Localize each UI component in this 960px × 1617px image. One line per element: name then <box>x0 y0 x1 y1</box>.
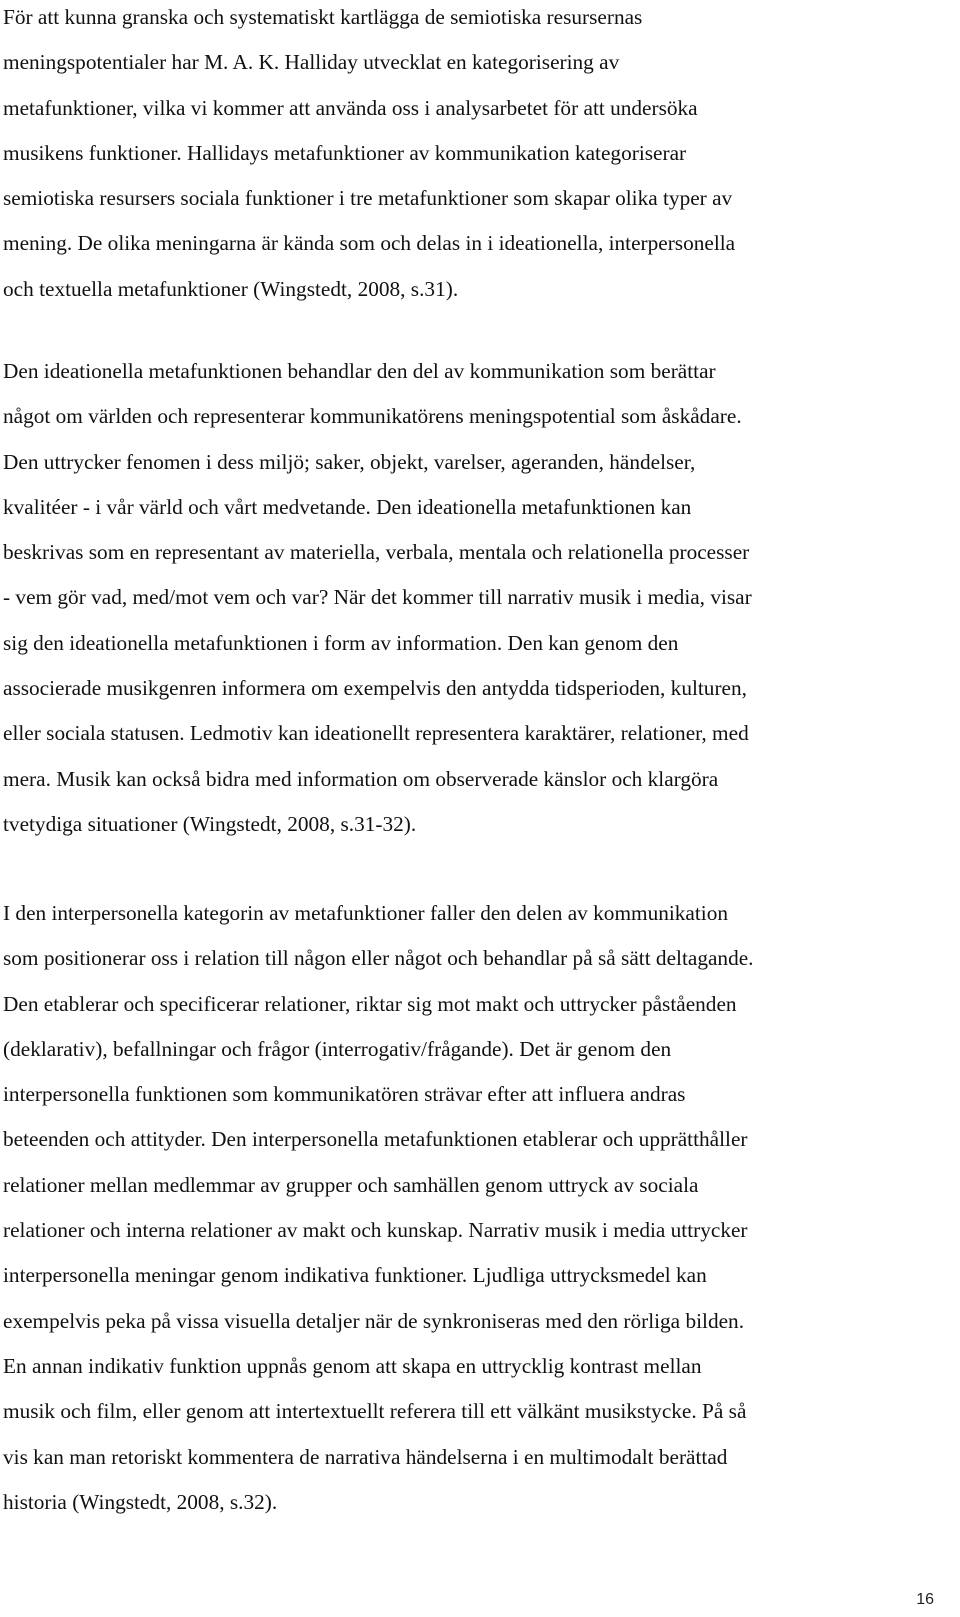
text-line: meningspotentialer har M. A. K. Halliday utvecklat en kategorisering av <box>3 50 620 75</box>
text-line: associerade musikgenren informera om exempelvis den antydda tidsperioden, kulturen, <box>3 676 747 701</box>
text-line: metafunktioner, vilka vi kommer att använda oss i analysarbetet för att undersöka <box>3 95 698 120</box>
text-line: vis kan man retoriskt kommentera de narrativa händelserna i en multimodalt berättad <box>3 1444 728 1469</box>
text-line: interpersonella funktionen som kommunikatören strävar efter att influera andras <box>3 1082 686 1107</box>
text-line: beteenden och attityder. Den interpersonella metafunktionen etablerar och upprätthåller <box>3 1127 748 1152</box>
text-line: (deklarativ), befallningar och frågor (interrogativ/frågande). Det är genom den <box>3 1036 672 1061</box>
text-line: beskrivas som en representant av materiella, verbala, mentala och relationella processer <box>3 540 750 565</box>
text-line: något om världen och representerar kommunikatörens meningspotential som åskådare. <box>3 404 742 429</box>
text-line: En annan indikativ funktion uppnås genom att skapa en uttrycklig kontrast mellan <box>3 1353 702 1378</box>
text-line: som positionerar oss i relation till någon eller något och behandlar på så sätt deltagande. <box>3 946 754 971</box>
text-line: semiotiska resursers sociala funktioner i tre metafunktioner som skapar olika typer av <box>3 186 733 211</box>
text-line: exempelvis peka på vissa visuella detaljer när de synkroniseras med den rörliga bilden. <box>3 1308 745 1333</box>
text-line: Den etablerar och specificerar relationer, riktar sig mot makt och uttrycker påståenden <box>3 991 737 1016</box>
text-line: Den ideationella metafunktionen behandlar den del av kommunikation som berättar <box>3 359 716 383</box>
text-line: För att kunna granska och systematiskt kartlägga de semiotiska resursernas <box>3 5 643 29</box>
text-line: relationer och interna relationer av makt och kunskap. Narrativ musik i media uttrycker <box>3 1218 748 1243</box>
text-line: interpersonella meningar genom indikativa funktioner. Ljudliga uttrycksmedel kan <box>3 1263 707 1288</box>
text-line: eller sociala statusen. Ledmotiv kan ideationellt representera karaktärer, relationer, med <box>3 721 749 746</box>
text-line: Den uttrycker fenomen i dess miljö; saker, objekt, varelser, ageranden, händelser, <box>3 449 696 474</box>
paragraph-halliday-intro <box>3 0 735 312</box>
text-line: relationer mellan medlemmar av grupper och samhällen genom uttryck av sociala <box>3 1172 699 1197</box>
text-line: mening. De olika meningarna är kända som och delas in i ideationella, interpersonella <box>3 231 736 256</box>
paragraph-interpersonal <box>3 891 754 1525</box>
page-number: 16 <box>916 1591 934 1608</box>
text-line: kvalitéer - i vår värld och vårt medvetande. Den ideationella metafunktionen kan <box>3 494 692 519</box>
text-line: mera. Musik kan också bidra med information om observerade känslor och klargöra <box>3 766 719 791</box>
text-line: I den interpersonella kategorin av metafunktioner faller den delen av kommunikation <box>3 901 729 925</box>
text-line: musikens funktioner. Hallidays metafunktioner av kommunikation kategoriserar <box>3 140 687 165</box>
text-line: musik och film, eller genom att intertextuellt referera till ett välkänt musikstycke. På så <box>3 1399 747 1424</box>
text-line: historia (Wingstedt, 2008, s.32). <box>3 1489 278 1514</box>
text-line: och textuella metafunktioner (Wingstedt, 2008, s.31). <box>3 276 459 301</box>
text-line: tvetydiga situationer (Wingstedt, 2008, s.31-32). <box>3 811 417 836</box>
paragraph-ideational <box>3 349 752 847</box>
text-line: - vem gör vad, med/mot vem och var? När det kommer till narrativ musik i media, visar <box>3 585 752 610</box>
text-line: sig den ideationella metafunktionen i form av information. Den kan genom den <box>3 630 679 655</box>
